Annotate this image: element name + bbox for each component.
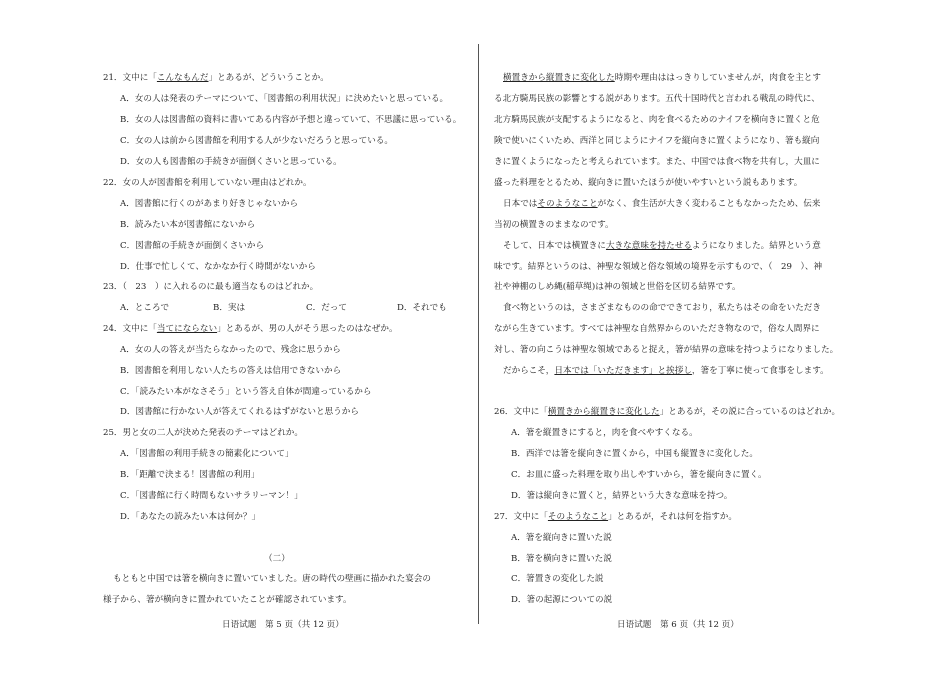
passage-p1-line-2: る北方騎馬民族の影響とする説があります。五代十国時代と言われる戦乱の時代に、 <box>494 94 820 104</box>
passage-line-2: 様子から、箸が横向きに置かれていたことが確認されています。 <box>103 595 352 605</box>
question-27: 27．文中に「そのようなこと」とあるが，それは何を指すか。 <box>494 512 737 522</box>
passage-p1-line-3: 北方騎馬民族が支配するようになると、肉を食べるためのナイフを横向きに置くと危 <box>494 115 820 125</box>
q23-option-b: B．実は <box>213 303 246 313</box>
q25-option-a: A．「図書館の利用手続きの簡素化について」 <box>120 449 294 459</box>
question-22: 22．女の人が図書館を利用していない理由はどれか。 <box>103 178 312 188</box>
passage-p2-line-2: 当初の横置きのままなのです。 <box>494 220 614 230</box>
q23-option-d: D．それでも <box>397 303 447 313</box>
q26-option-c: C．お皿に盛った料理を取り出しやすいから，箸を縦向きに置く。 <box>511 470 767 480</box>
passage-p2-line-1: 日本ではそのようなことがなく、食生活が大きく変わることもなかったため、伝来 <box>503 199 821 209</box>
q25-option-b: B．「距離で決まる！図書館の利用」 <box>120 470 260 480</box>
q23-option-a: A．ところで <box>120 303 170 313</box>
q25-option-d: D．「あなたの読みたい本は何か？」 <box>120 512 261 522</box>
q22-option-b: B．読みたい本が図書館にないから <box>120 220 256 230</box>
q27-option-d: D．箸の起源についての説 <box>511 595 613 605</box>
passage-p1-line-5: きに置くようになったと考えられています。また、中国では食べ物を共有し，大皿に <box>494 157 820 167</box>
q22-option-a: A．図書館に行くのがあまり好きじゃないから <box>120 199 299 209</box>
question-25: 25．男と女の二人が決めた発表のテーマはどれか。 <box>103 428 303 438</box>
q24-option-d: D．図書館に行かない人が答えてくれるはずがないと思うから <box>120 407 359 417</box>
question-23: 23．（ 23 ）に入れるのに最も適当なものはどれか。 <box>103 282 319 292</box>
question-24: 24．文中に「当てにならない」とあるが、男の人がそう思ったのはなぜか。 <box>103 324 398 334</box>
q22-option-c: C．図書館の手続きが面倒くさいから <box>120 241 265 251</box>
passage-line-1: もともと中国では箸を横向きに置いていました。唐の時代の壁画に描かれた宴会の <box>113 574 431 584</box>
passage-p4-line-1: 食べ物というのは，さまざまなものの命でできており，私たちはその命をいただき <box>503 303 821 313</box>
q24-option-b: B．図書館を利用しない人たちの答えは信用できないから <box>120 366 342 376</box>
q22-option-d: D．仕事で忙しくて、なかなか行く時間がないから <box>120 262 316 272</box>
q24-option-c: C．「読みたい本がなさそう」という答え自体が間違っているから <box>120 387 372 397</box>
q23-option-c: C．だって <box>306 303 347 313</box>
q21-option-a: A．女の人は発表のテーマについて、「図書館の利用状況」に決めたいと思っている。 <box>120 94 449 104</box>
q21-option-c: C．女の人は前から図書館を利用する人が少ないだろうと思っている。 <box>120 136 393 146</box>
passage-p3-line-2: 味です。結界というのは、神聖な領域と俗な領域の境界を示すもので、（ 29 ）、神 <box>494 262 823 272</box>
passage-p3-line-3: 社や神棚のしめ縄(稲草绳)は神の領域と世俗を区切る結界です。 <box>494 282 741 292</box>
q23-options <box>0 302 475 314</box>
passage-p4-line-3: 対し、箸の向こうは神聖な領域であると捉え，箸が結界の意味を持つようになりました。 <box>494 345 839 355</box>
page-footer-6: 日语试题 第 6 页（共 12 页） <box>617 620 739 630</box>
passage-p4-line-2: ながら生きています。すべては神聖な自然界からのいただき物なので，俗な人間界に <box>494 324 820 334</box>
q25-option-c: C．「図書館に行く時間もないサラリーマン！」 <box>120 491 303 501</box>
q27-option-c: C．箸置きの変化した説 <box>511 574 604 584</box>
q21-option-b: B．女の人は図書館の資料に書いてある内容が予想と違っていて、不思議に思っている。 <box>120 115 462 125</box>
section-title: （二） <box>264 554 290 564</box>
passage-p1-line-1: 横置きから縦置きに変化した時期や理由ははっきりしていませんが，肉食を主とす <box>503 73 821 83</box>
q26-option-a: A．箸を縦置きにすると，肉を食べやすくなる。 <box>511 428 698 438</box>
q27-option-a: A．箸を縦向きに置いた説 <box>511 533 612 543</box>
q26-option-b: B．西洋では箸を縦向きに置くから，中国も縦置きに変化した。 <box>511 449 758 459</box>
q24-option-a: A．女の人の答えが当たらなかったので、残念に思うから <box>120 345 341 355</box>
passage-p1-line-4: 険で使いにくいため、西洋と同じようにナイフを縦向きに置くようになり、箸も縦向 <box>494 136 820 146</box>
q21-option-d: D．女の人も図書館の手続きが面倒くさいと思っている。 <box>120 157 342 167</box>
passage-p3-line-1: そして、日本では横置きに大きな意味を持たせるようになりました。結界という意 <box>503 241 821 251</box>
q27-option-b: B．箸を横向きに置いた説 <box>511 554 612 564</box>
right-page <box>475 0 950 677</box>
passage-p1-line-6: 盛った料理をとるため、縦向きに置いたほうが使いやすいという説もあります。 <box>494 178 803 188</box>
question-26: 26．文中に「横置きから縦置きに変化した」とあるが，その説に合っているのはどれか。 <box>494 407 841 417</box>
page-footer-5: 日语试题 第 5 页（共 12 页） <box>222 620 344 630</box>
passage-p5-line-1: だからこそ，日本では「いただきます」と挨拶し，箸を丁寧に使って食事をします。 <box>503 366 829 376</box>
q26-option-d: D．箸は縦向きに置くと，結界という大きな意味を持つ。 <box>511 491 733 501</box>
question-21: 21．文中に「こんなもんだ」とあるが、どういうことか。 <box>103 73 329 83</box>
